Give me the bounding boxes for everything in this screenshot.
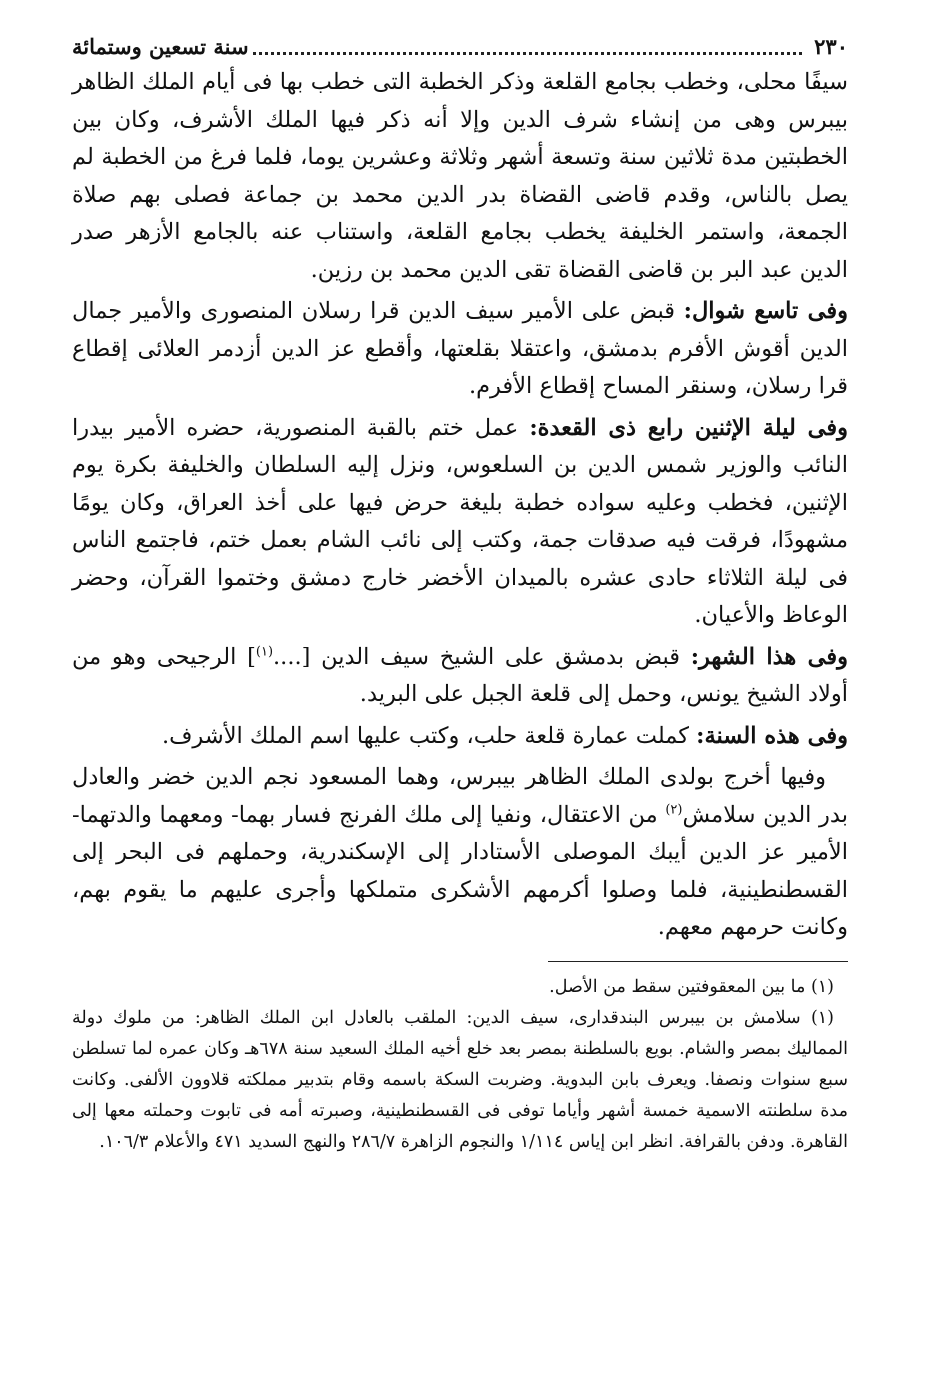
footnote-ref: (١) [255, 644, 274, 659]
paragraph-text: سيفًا محلى، وخطب بجامع القلعة وذكر الخطبة التى خطب بها فى أيام الملك الظاهر بيبرس وهى من إنشاء شرف الدين وإلا أنه ذكر فيها الملك الأشرف، وكان بين الخطبتين مدة ثلاثين سنة وتسعة أشهر وثلاثة وعشرين يوما، فلما فرغ من الخطبة لم يصل بالناس، وقدم قاضى القضاة بدر الدين محمد بن جماعة فصلى بهم صلاة الجمعة، واستمر الخليفة يخطب بجامع القلعة، واستناب عنه بالجامع الأزهر صدر الدين عبد البر بن قاضى القضاة تقى الدين محمد بن رزين. [72, 69, 848, 283]
footnote-marker: (١) [810, 1007, 834, 1028]
paragraph [72, 718, 848, 756]
running-title: سنة تسعين وستمائة [72, 33, 249, 59]
paragraph [72, 639, 848, 714]
paragraph-text: ] الرجيحى وهو من أولاد الشيخ يونس، وحمل إلى قلعة الجبل على البريد. [72, 643, 848, 707]
paragraph-text: قبض على الأمير سيف الدين قرا رسلان المنصورى والأمير جمال الدين أقوش الأفرم بدمشق، واعتقلا بقلعتها، وأقطع عز الدين أزدمر العلائى إقطاع قرا رسلان، وسنقر المساح إقطاع الأفرم. [72, 298, 848, 399]
footnote-marker: (١) [810, 976, 834, 997]
paragraph [72, 759, 848, 947]
paragraph-lead: وفى هذا الشهر: [690, 643, 849, 670]
paragraph-lead: وفى ليلة الإثنين رابع ذى القعدة: [529, 414, 848, 441]
footnote-separator [548, 961, 848, 962]
paragraph [72, 293, 848, 406]
footnote-text: سلامش بن بيبرس البندقدارى، سيف الدين: الملقب بالعادل ابن الملك الظاهر: من ملوك دولة المماليك بمصر والشام. بويع بالسلطنة بمصر بعد خلع أخيه الملك السعيد سنة ٦٧٨هـ وكان عمره لما تسلطن سبع سنوات ونصفا. ويعرف بابن البدوية. وضربت السكة باسمه وقام بتدبير مملكته قلاوون الألفى. وكانت مدة سلطنته الاسمية خمسة أشهر وأياما توفى فى القسطنطينية، وصبرته أمه فى تابوت وحملته معها إلى القاهرة. ودفن بالقرافة. انظر ابن إياس ١/١١٤ والنجوم الزاهرة ٢٨٦/٧ والنهج السديد ٤٧١ والأعلام ١٠٦/٣. [72, 1007, 848, 1152]
footnote-ref: (٢) [665, 802, 683, 817]
paragraph-text: من الاعتقال، ونفيا إلى ملك الفرنج فسار بهما- ومعهما والدتهما- الأمير عز الدين أيبك الموصلى الأستادار إلى الإسكندرية، وحملهم فى البحر إلى القسطنطينية، فلما وصلوا أكرمهم الأشكرى متملكها وأجرى عليهم ما يقوم بهم، وكانت حرمهم معهم. [72, 801, 848, 940]
paragraph-lead: وفى تاسع شوال: [683, 298, 848, 324]
paragraph-text: عمل ختم بالقبة المنصورية، حضره الأمير بيدرا النائب والوزير شمس الدين بن السلعوس، ونزل إليه السلطان والخليفة بكرة يوم الإثنين، فخطب وعليه سواده خطبة بليغة حرض فيها على أخذ العراق، وكان يومًا مشهودًا، فرقت فيه صدقات جمة، وكتب إلى نائب الشام بعمل ختم، فاجتمع الناس فى ليلة الثلاثاء حادى عشره بالميدان الأخضر خارج دمشق وختموا القرآن، وحضر الوعاظ والأعيان. [72, 414, 849, 628]
paragraph [72, 64, 848, 289]
page-header [72, 28, 848, 64]
page-number: ٢٣٠ [814, 33, 848, 59]
paragraph-text: قبض بدمشق على الشيخ سيف الدين [.... [273, 643, 691, 670]
paragraph [72, 410, 848, 635]
paragraph-text: كملت عمارة قلعة حلب، وكتب عليها اسم الملك الأشرف. [161, 722, 697, 749]
paragraph-text: وفيها أخرج بولدى الملك الظاهر بيبرس، وهما المسعود نجم الدين خضر والعادل بدر الدين سلامش [72, 764, 848, 828]
paragraph-lead: وفى هذه السنة: [696, 722, 848, 749]
book-page [72, 28, 848, 1158]
footnote [72, 972, 848, 1003]
footnote-text: ما بين المعقوفتين سقط من الأصل. [549, 976, 811, 997]
main-text [72, 64, 848, 947]
footnotes [72, 972, 848, 1158]
footnote [72, 1003, 848, 1158]
header-dotted-leader [253, 38, 803, 55]
